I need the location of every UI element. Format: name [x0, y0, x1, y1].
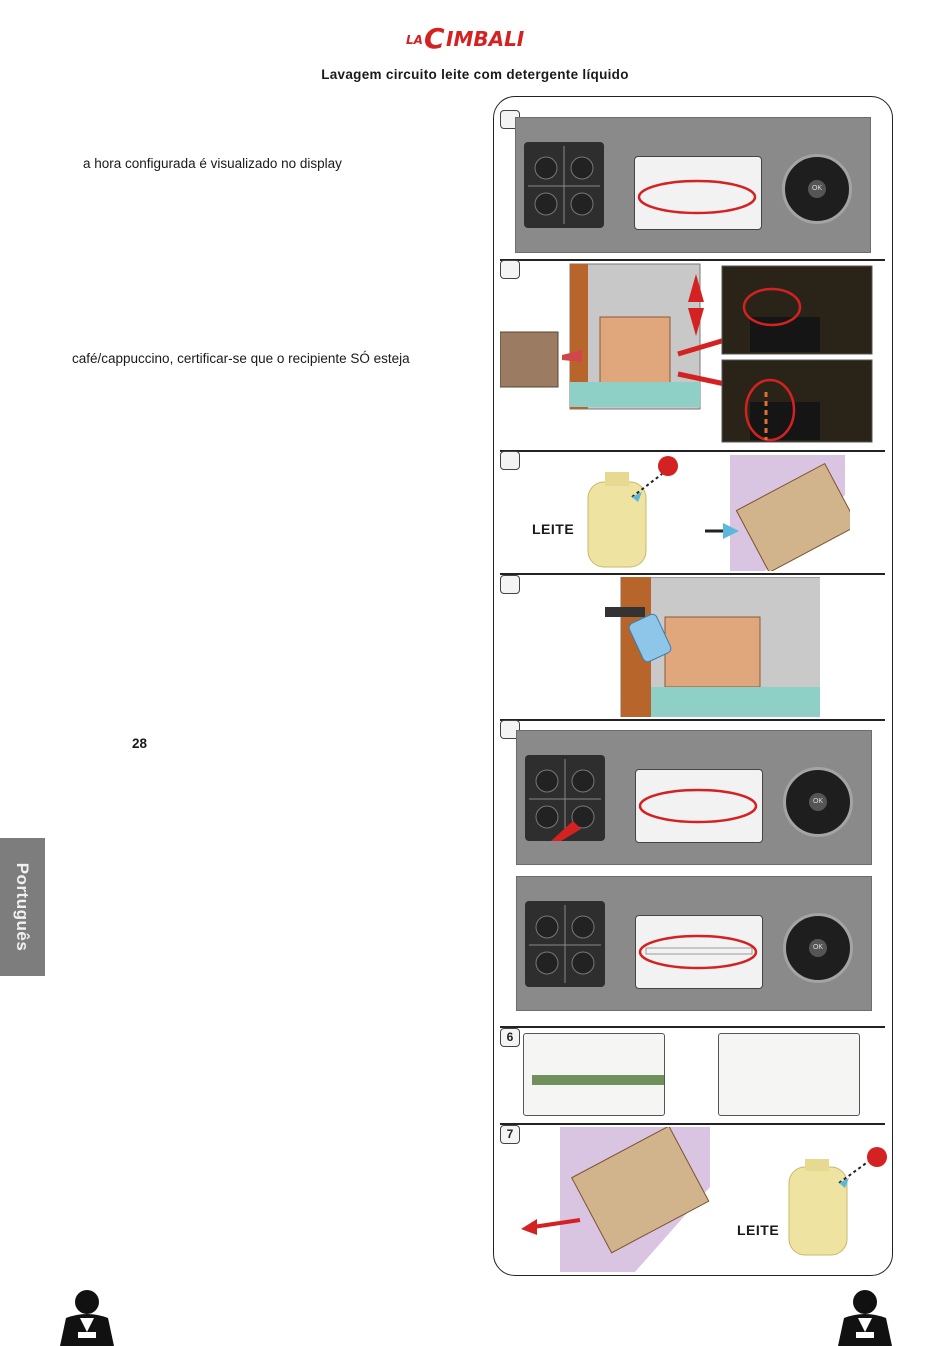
detergent-pour-illustration: [605, 577, 820, 717]
page-number: 28: [132, 736, 148, 751]
milk-bottle-illustration: [785, 1145, 895, 1260]
divider: [500, 259, 885, 261]
label-leite: LEITE: [737, 1222, 780, 1238]
divider: [500, 1026, 885, 1028]
milk-bottle-illustration: [580, 452, 690, 572]
cimbali-logo: [400, 22, 550, 52]
keypad: [524, 142, 604, 228]
display-screen: [635, 915, 763, 989]
display-screen: [634, 156, 762, 230]
keypad: [525, 755, 605, 841]
svg-text:C: C: [424, 22, 445, 52]
language-tab: [0, 838, 45, 976]
lcd-idle-screen: [718, 1033, 860, 1116]
tank-removal-illustration: [515, 1127, 715, 1272]
container-install-illustration: [500, 262, 880, 447]
instruction-display: a hora configurada é visualizado no display: [83, 156, 342, 171]
label-leite: LEITE: [532, 521, 575, 537]
page-title: Lavagem circuito leite com detergente líquido: [321, 67, 629, 82]
step-marker-4: [500, 575, 520, 594]
divider: [500, 573, 885, 575]
divider: [500, 1123, 885, 1125]
language-label: Português: [13, 862, 32, 952]
step-marker-3: [500, 451, 520, 470]
ok-button-icon: OK: [809, 939, 827, 957]
navigation-dial: [783, 767, 853, 837]
instruction-container: café/cappuccino, certificar-se que o recipiente SÓ esteja: [72, 351, 410, 366]
svg-text:LA: LA: [406, 33, 423, 47]
progress-bar: [532, 1075, 664, 1085]
divider: [500, 719, 885, 721]
keypad: [525, 901, 605, 987]
navigation-dial: [782, 154, 852, 224]
navigation-dial: [783, 913, 853, 983]
ok-button-icon: OK: [809, 793, 827, 811]
control-panel-illustration: [516, 876, 872, 1011]
divider: [500, 450, 885, 452]
display-screen: [635, 769, 763, 843]
step-marker-7: 7: [500, 1125, 520, 1144]
milk-tank-illustration: [705, 455, 850, 571]
control-panel-illustration: [515, 117, 871, 253]
lcd-progress-screen: [523, 1033, 665, 1116]
ok-button-icon: OK: [808, 180, 826, 198]
waiter-icon: [834, 1288, 896, 1346]
waiter-icon: [56, 1288, 118, 1346]
control-panel-illustration: [516, 730, 872, 865]
step-marker-6: 6: [500, 1028, 520, 1047]
svg-text:IMBALI: IMBALI: [446, 27, 525, 51]
